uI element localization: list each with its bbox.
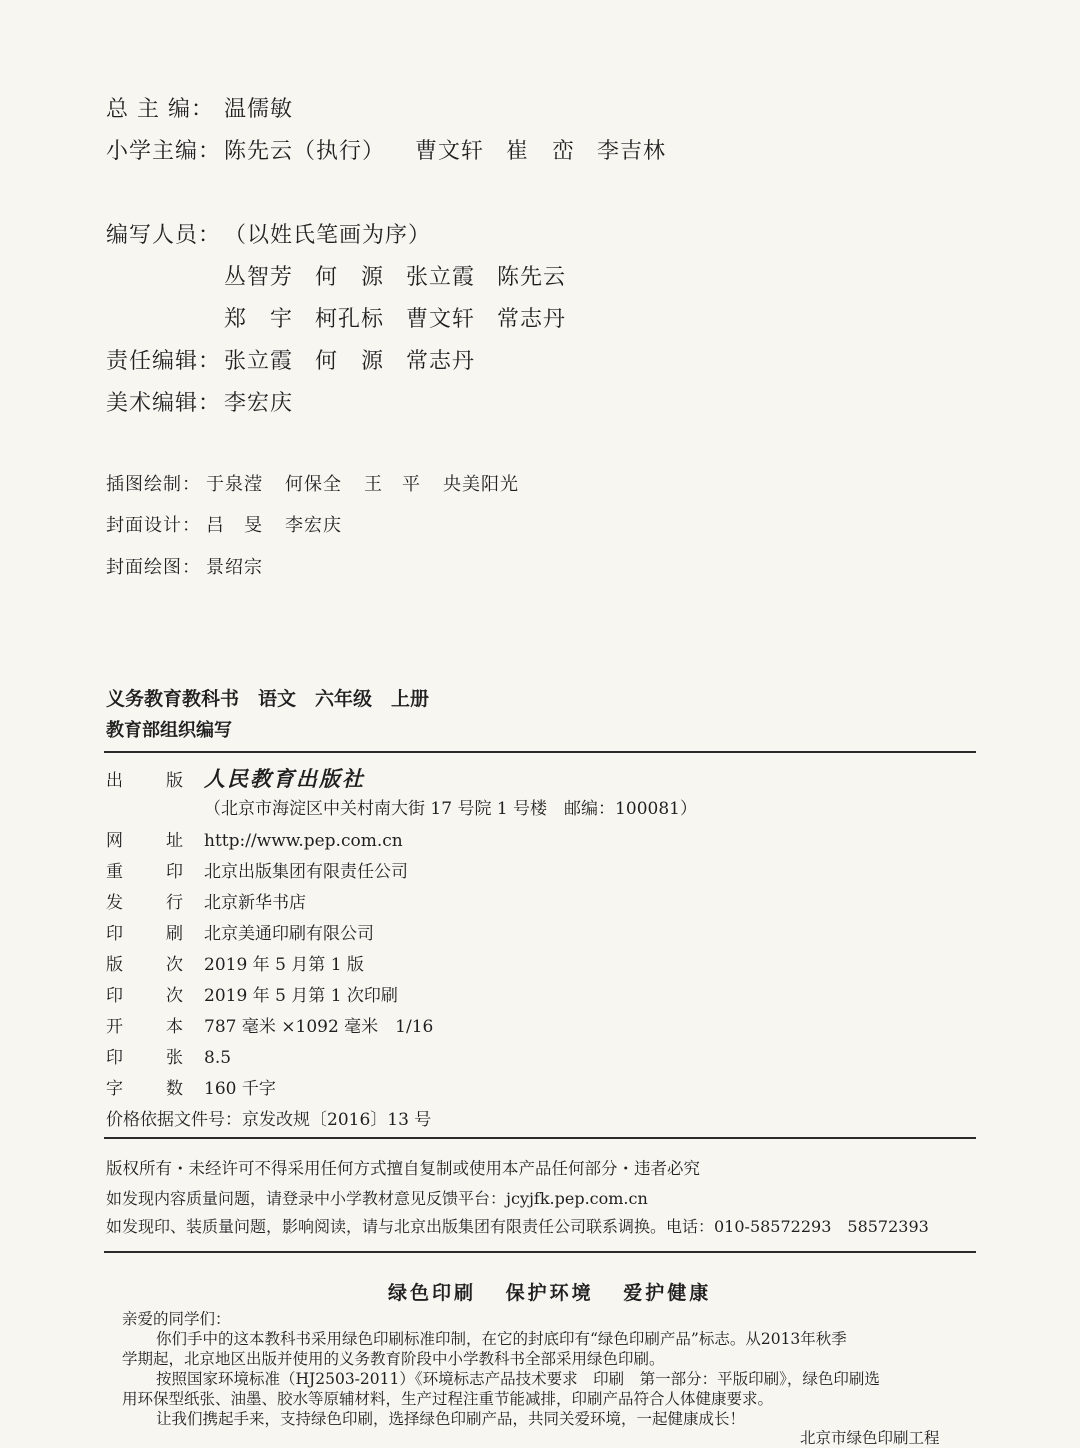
info-label: 印 [106,1048,123,1068]
info-label: 版 [106,955,123,975]
writers-row-2 [224,302,588,333]
info-row-publisher [106,763,365,793]
writers-note: （以姓氏笔画为序） [224,223,432,248]
publisher-logo: 人民教育出版社 [204,766,365,791]
chief-editor-label: 总 主 编： [106,97,214,122]
info-row [106,950,364,975]
illustrator-name: 央美阳光 [443,474,519,495]
info-label: 址 [166,831,183,851]
slogan: 保护环境 [505,1282,594,1304]
green-para2-line2: 用环保型纸张、油墨、胶水等原辅材料，生产过程注重节能减排，印刷产品符合人体健康要求。 [122,1390,774,1408]
info-label: 版 [166,771,183,791]
divider-bottom [104,1251,976,1253]
cover-design-label: 封面设计： [106,515,201,536]
primary-editor-name: 崔 峦 [506,139,576,164]
info-row [106,919,374,944]
info-row [106,1074,276,1099]
info-label: 开 [106,1017,123,1037]
info-label: 次 [166,955,183,975]
writer-name: 郑 宇 [224,307,294,332]
responsible-editor-line [106,344,497,375]
info-label: 印 [166,862,183,882]
green-para2-line1: 按照国家环境标准（HJ2503-2011）《环境标志产品技术要求 印刷 第一部分：平版印刷》，绿色印刷选 [156,1370,880,1388]
primary-editor-line [106,134,688,165]
writer-name: 张立霞 [406,265,476,290]
writer-name: 曹文轩 [406,307,476,332]
info-value: 2019 年 5 月第 1 次印刷 [204,986,398,1006]
info-row [106,826,403,851]
info-label: 网 [106,831,123,851]
cover-artist-name: 景绍宗 [206,557,263,578]
art-editor-line [106,386,293,417]
info-label: 本 [166,1017,183,1037]
divider-middle [104,1137,976,1139]
primary-editor-name: 李吉林 [597,139,667,164]
info-label: 张 [166,1048,183,1068]
divider-top [104,751,976,753]
responsible-editor-name: 常志丹 [406,349,476,374]
info-row [106,1043,231,1068]
cover-design-line [106,511,364,537]
info-value: http://www.pep.com.cn [204,831,403,851]
info-label: 行 [166,893,183,913]
info-value: 北京出版集团有限责任公司 [204,862,408,882]
print-feedback-notice: 如发现印、装质量问题，影响阅读，请与北京出版集团有限责任公司联系调换。电话：010-58572293 58572393 [106,1217,929,1236]
info-value: 2019 年 5 月第 1 版 [204,955,364,975]
info-value: 787 毫米 ×1092 毫米 1/16 [204,1017,434,1037]
info-row [106,981,398,1006]
info-label: 印 [106,924,123,944]
info-label: 字 [106,1079,123,1099]
writer-name: 丛智芳 [224,265,294,290]
illustrator-name: 何保全 [285,474,342,495]
writer-name: 柯孔标 [315,307,385,332]
info-label: 刷 [166,924,183,944]
illustrator-name: 王 平 [364,474,421,495]
info-label: 印 [106,986,123,1006]
info-label: 出 [106,771,123,791]
art-editor-name: 李宏庆 [224,391,294,416]
book-title: 义务教育教科书 语文 六年级 上册 [106,688,430,710]
art-editor-label: 美术编辑： [106,391,222,416]
green-para1-line2: 学期起，北京地区出版并使用的义务教育阶段中小学教科书全部采用绿色印刷。 [122,1350,665,1368]
info-label: 发 [106,893,123,913]
primary-editor-name: 曹文轩 [415,139,485,164]
cover-designer-name: 吕 旻 [206,515,263,536]
writer-name: 何 源 [315,265,385,290]
responsible-editor-name: 张立霞 [224,349,294,374]
info-value: 160 千字 [204,1079,276,1099]
green-greeting: 亲爱的同学们： [122,1310,231,1328]
slogan: 绿色印刷 [388,1282,477,1304]
slogan: 爱护健康 [623,1282,712,1304]
info-value: 北京美通印刷有限公司 [204,924,374,944]
writers-label: 编写人员： [106,223,222,248]
cover-designer-name: 李宏庆 [285,515,342,536]
writer-name: 常志丹 [497,307,567,332]
info-label: 次 [166,986,183,1006]
info-label: 数 [166,1079,183,1099]
content-feedback-notice: 如发现内容质量问题，请登录中小学教材意见反馈平台：jcyjfk.pep.com.cn [106,1189,648,1208]
green-para3: 让我们携起手来，支持绿色印刷，选择绿色印刷产品，共同关爱环境，一起健康成长！ [156,1410,746,1428]
copyright-notice: 版权所有・未经许可不得采用任何方式擅自复制或使用本产品任何部分・违者必究 [106,1159,700,1178]
info-row [106,857,408,882]
green-para1-line1: 你们手中的这本教科书采用绿色印刷标准印制，在它的封底印有“绿色印刷产品”标志。从2013年秋季 [156,1330,847,1348]
writer-name: 陈先云 [497,265,567,290]
chief-editor-name: 温儒敏 [224,97,294,122]
responsible-editor-label: 责任编辑： [106,349,222,374]
green-printing-slogan [378,1278,721,1305]
book-compiler: 教育部组织编写 [106,720,232,741]
writers-row-1 [224,260,588,291]
publisher-address: （北京市海淀区中关村南大街 17 号院 1 号楼 邮编：100081） [204,799,697,819]
illustration-label: 插图绘制： [106,474,201,495]
illustration-line [106,470,541,496]
info-value: 8.5 [204,1048,232,1068]
info-row [106,888,306,913]
primary-editor-name: 陈先云（执行） [224,139,386,164]
cover-art-line [106,553,263,579]
info-value: 北京新华书店 [204,893,306,913]
chief-editor-line [106,92,293,123]
info-row [106,1012,433,1037]
info-label: 重 [106,862,123,882]
primary-editor-label: 小学主编： [106,139,222,164]
cover-art-label: 封面绘图： [106,557,201,578]
illustrator-name: 于泉滢 [206,474,263,495]
writers-line [106,218,431,249]
green-signature: 北京市绿色印刷工程 [800,1429,940,1447]
price-basis: 价格依据文件号：京发改规〔2016〕13 号 [106,1110,432,1130]
responsible-editor-name: 何 源 [315,349,385,374]
